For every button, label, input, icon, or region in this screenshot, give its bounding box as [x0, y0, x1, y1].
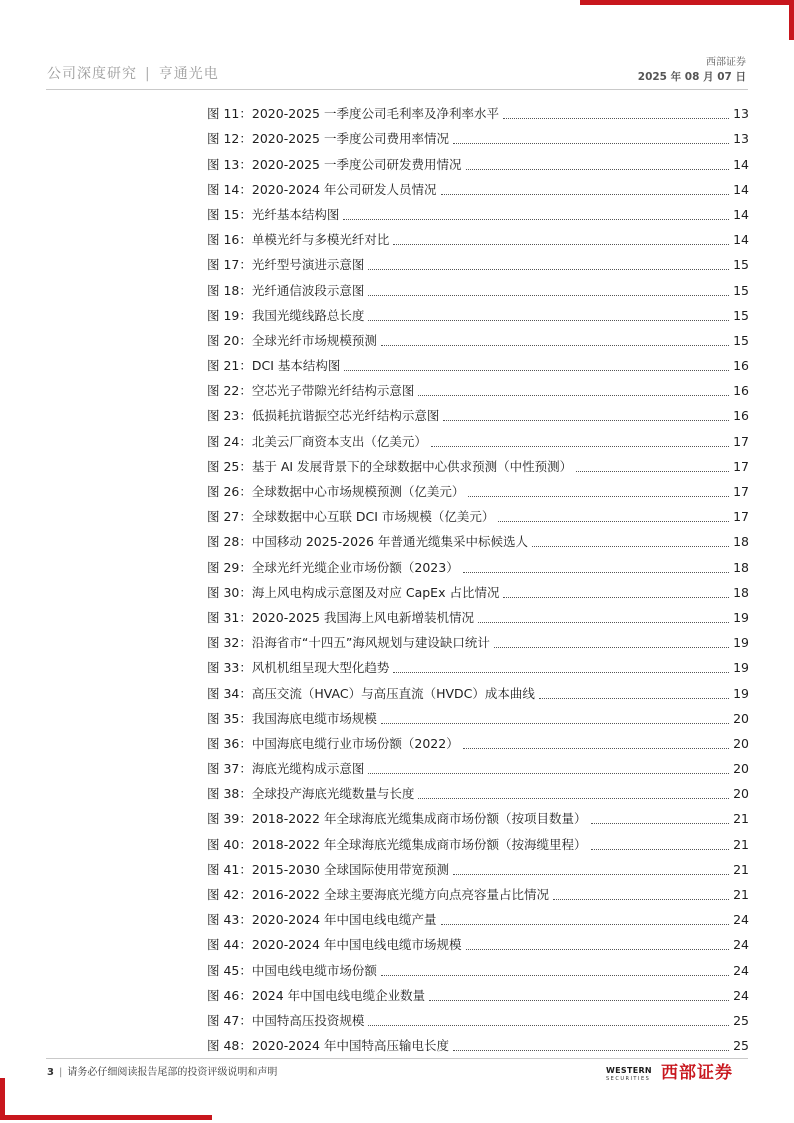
toc-entry-label: 图 47：中国特高压投资规模: [207, 1012, 365, 1028]
toc-entry-label: 图 39：2018-2022 年全球海底光缆集成商市场份额（按项目数量）: [207, 811, 587, 827]
footer: [47, 1063, 277, 1078]
toc-entry-label: 图 16：单模光纤与多模光纤对比: [207, 232, 390, 248]
toc-entry[interactable]: [207, 1029, 749, 1054]
toc-leader-dots: [466, 168, 730, 170]
toc-leader-dots: [453, 1049, 729, 1051]
toc-leader-dots: [591, 848, 730, 850]
toc-entry-label: 图 43：2020-2024 年中国电线电缆产量: [207, 912, 437, 928]
toc-leader-dots: [468, 495, 729, 497]
header-meta: [638, 56, 746, 85]
decorative-top-bracket: [580, 0, 794, 6]
toc-entry-page: 21: [733, 887, 749, 902]
toc-entry-page: 24: [733, 987, 749, 1003]
toc-leader-dots: [381, 722, 729, 724]
toc-leader-dots: [532, 545, 729, 547]
toc-entry-page: 20: [733, 761, 749, 777]
toc-entry-label: 图 26：全球数据中心市场规模预测（亿美元）: [207, 484, 465, 499]
toc-entry-label: 图 45：中国电线电缆市场份额: [207, 962, 377, 978]
toc-entry[interactable]: [207, 399, 749, 424]
toc-entry[interactable]: [207, 198, 749, 223]
toc-entry[interactable]: [207, 550, 749, 575]
toc-entry-page: 18: [733, 534, 749, 550]
toc-entry-page: 16: [733, 358, 749, 374]
header-divider: [46, 89, 748, 90]
toc-entry-page: 24: [733, 962, 749, 978]
toc-leader-dots: [453, 873, 729, 875]
toc-entry-label: 图 24：北美云厂商资本支出（亿美元）: [207, 433, 427, 449]
figure-list: [207, 97, 749, 1054]
toc-leader-dots: [343, 218, 729, 220]
toc-entry[interactable]: [207, 802, 749, 827]
toc-entry[interactable]: [207, 903, 749, 928]
toc-entry-label: 图 35：我国海底电缆市场规模: [207, 710, 377, 726]
toc-entry[interactable]: [207, 626, 749, 651]
toc-entry[interactable]: [207, 702, 749, 727]
toc-entry-label: 图 38：全球投产海底光缆数量与长度: [207, 786, 415, 802]
toc-leader-dots: [443, 419, 729, 421]
toc-entry[interactable]: [207, 122, 749, 147]
toc-leader-dots: [418, 394, 729, 396]
decorative-top-bracket-side: [789, 0, 794, 40]
toc-entry[interactable]: [207, 676, 749, 701]
toc-entry[interactable]: [207, 450, 749, 475]
toc-entry[interactable]: [207, 424, 749, 449]
toc-entry[interactable]: [207, 97, 749, 122]
toc-entry-label: 图 11：2020-2025 一季度公司毛利率及净利率水平: [207, 106, 499, 122]
toc-leader-dots: [453, 142, 729, 144]
toc-entry[interactable]: [207, 928, 749, 953]
toc-entry[interactable]: [207, 576, 749, 601]
toc-entry-label: 图 33：风机机组呈现大型化趋势: [207, 660, 390, 676]
toc-entry-page: 16: [733, 383, 749, 399]
toc-entry[interactable]: [207, 147, 749, 172]
toc-leader-dots: [463, 747, 729, 749]
toc-entry-page: 17: [733, 484, 749, 499]
report-type: 公司深度研究: [47, 66, 137, 82]
toc-entry-page: 17: [733, 458, 749, 474]
toc-leader-dots: [393, 243, 729, 245]
toc-entry-page: 15: [733, 257, 749, 273]
toc-entry-page: 24: [733, 937, 749, 953]
toc-entry-label: 图 22：空芯光子带隙光纤结构示意图: [207, 383, 415, 399]
toc-entry[interactable]: [207, 651, 749, 676]
toc-entry-page: 15: [733, 332, 749, 348]
toc-entry-label: 图 34：高压交流（HVAC）与高压直流（HVDC）成本曲线: [207, 685, 535, 701]
toc-entry[interactable]: [207, 500, 749, 525]
toc-entry-page: 13: [733, 131, 749, 147]
toc-entry-label: 图 48：2020-2024 年中国特高压输电长度: [207, 1038, 449, 1054]
report-date: 2025 年 08 月 07 日: [637, 71, 746, 83]
toc-entry[interactable]: [207, 953, 749, 978]
toc-entry-label: 图 25：基于 AI 发展背景下的全球数据中心供求预测（中性预测）: [207, 458, 573, 474]
toc-leader-dots: [553, 898, 729, 900]
toc-entry-label: 图 27：全球数据中心互联 DCI 市场规模（亿美元）: [207, 509, 495, 525]
toc-entry[interactable]: [207, 1004, 749, 1029]
toc-leader-dots: [368, 294, 729, 296]
toc-entry-page: 20: [733, 735, 749, 751]
report-header: [47, 63, 219, 83]
toc-entry-label: 图 31：2020-2025 我国海上风电新增装机情况: [207, 609, 474, 625]
toc-entry[interactable]: [207, 979, 749, 1004]
toc-leader-dots: [431, 445, 729, 447]
logo-english: [606, 1066, 652, 1084]
toc-entry-label: 图 14：2020-2024 年公司研发人员情况: [207, 181, 437, 197]
toc-entry[interactable]: [207, 324, 749, 349]
logo-english-main: WESTERN: [606, 1066, 652, 1075]
toc-leader-dots: [441, 923, 730, 925]
toc-entry-label: 图 23：低损耗抗谐振空芯光纤结构示意图: [207, 408, 440, 424]
toc-entry-page: 19: [733, 635, 749, 651]
toc-leader-dots: [429, 999, 729, 1001]
toc-entry[interactable]: [207, 601, 749, 626]
toc-entry-page: 25: [733, 1012, 749, 1028]
toc-entry-page: 15: [733, 307, 749, 323]
toc-leader-dots: [381, 344, 729, 346]
toc-leader-dots: [381, 974, 729, 976]
toc-leader-dots: [591, 822, 730, 824]
toc-entry[interactable]: [207, 777, 749, 802]
toc-entry-page: 17: [733, 509, 749, 525]
toc-entry-page: 17: [733, 433, 749, 449]
toc-entry-label: 图 15：光纤基本结构图: [207, 206, 340, 222]
page-number: 3: [47, 1067, 54, 1078]
toc-leader-dots: [576, 470, 729, 472]
toc-entry-page: 18: [733, 584, 749, 600]
footer-divider: [46, 1058, 748, 1059]
logo-english-sub: SECURITIES: [606, 1076, 651, 1082]
toc-entry[interactable]: [207, 727, 749, 752]
toc-entry-page: 14: [733, 206, 749, 222]
decorative-bottom-bracket-side: [0, 1078, 5, 1120]
toc-entry-label: 图 29：全球光纤光缆企业市场份额（2023）: [207, 559, 459, 575]
toc-leader-dots: [503, 117, 729, 119]
toc-entry-label: 图 46：2024 年中国电线电缆企业数量: [207, 987, 426, 1003]
toc-entry-label: 图 32：沿海省市“十四五”海风规划与建设缺口统计: [207, 635, 490, 651]
toc-entry[interactable]: [207, 878, 749, 903]
toc-entry-label: 图 37：海底光缆构成示意图: [207, 761, 365, 777]
toc-leader-dots: [418, 797, 729, 799]
toc-entry-page: 24: [733, 912, 749, 928]
toc-entry[interactable]: [207, 248, 749, 273]
toc-leader-dots: [368, 319, 729, 321]
toc-entry[interactable]: [207, 223, 749, 248]
toc-entry-page: 16: [733, 408, 749, 424]
toc-leader-dots: [503, 596, 729, 598]
toc-entry-label: 图 18：光纤通信波段示意图: [207, 282, 365, 298]
toc-leader-dots: [441, 193, 730, 195]
toc-entry-label: 图 42：2016-2022 全球主要海底光缆方向点亮容量占比情况: [207, 887, 549, 902]
toc-leader-dots: [368, 268, 729, 270]
toc-entry[interactable]: [207, 349, 749, 374]
toc-leader-dots: [478, 621, 729, 623]
toc-entry-label: 图 28：中国移动 2025-2026 年普通光缆集采中标候选人: [207, 534, 528, 550]
toc-entry-label: 图 17：光纤型号演进示意图: [207, 257, 365, 273]
toc-leader-dots: [463, 571, 729, 573]
toc-entry-label: 图 44：2020-2024 年中国电线电缆市场规模: [207, 937, 462, 953]
toc-entry-page: 19: [733, 660, 749, 676]
toc-entry-page: 14: [733, 181, 749, 197]
toc-entry-label: 图 20：全球光纤市场规模预测: [207, 332, 377, 348]
toc-entry-label: 图 12：2020-2025 一季度公司费用率情况: [207, 131, 449, 147]
disclaimer: 请务必仔细阅读报告尾部的投资评级说明和声明: [67, 1067, 278, 1078]
toc-entry-page: 21: [733, 861, 749, 877]
toc-entry-label: 图 36：中国海底电缆行业市场份额（2022）: [207, 735, 459, 751]
toc-entry[interactable]: [207, 299, 749, 324]
toc-leader-dots: [368, 772, 729, 774]
toc-entry[interactable]: [207, 525, 749, 550]
toc-entry[interactable]: [207, 853, 749, 878]
toc-entry-page: 19: [733, 609, 749, 625]
toc-leader-dots: [393, 671, 729, 673]
header-separator: |: [145, 66, 151, 82]
toc-entry-label: 图 40：2018-2022 年全球海底光缆集成商市场份额（按海缆里程）: [207, 836, 587, 852]
toc-leader-dots: [344, 369, 729, 371]
toc-leader-dots: [498, 520, 729, 522]
company-name: 亨通光电: [158, 66, 219, 82]
toc-entry-page: 15: [733, 282, 749, 298]
toc-leader-dots: [466, 948, 730, 950]
toc-entry-page: 19: [733, 685, 749, 701]
toc-entry-label: 图 19：我国光缆线路总长度: [207, 307, 365, 323]
toc-entry[interactable]: [207, 374, 749, 399]
toc-entry-page: 13: [733, 106, 749, 122]
toc-entry-page: 21: [733, 811, 749, 827]
toc-entry[interactable]: [207, 752, 749, 777]
toc-entry-page: 14: [733, 156, 749, 172]
toc-entry[interactable]: [207, 827, 749, 852]
footer-separator: |: [58, 1067, 63, 1078]
toc-entry-label: 图 41：2015-2030 全球国际使用带宽预测: [207, 861, 449, 877]
toc-entry[interactable]: [207, 173, 749, 198]
broker-name: 西部证券: [706, 57, 746, 68]
toc-entry-label: 图 30：海上风电构成示意图及对应 CapEx 占比情况: [207, 584, 500, 600]
broker-logo: [606, 1062, 748, 1086]
toc-entry-label: 图 13：2020-2025 一季度公司研发费用情况: [207, 156, 462, 172]
toc-entry[interactable]: [207, 273, 749, 298]
toc-leader-dots: [368, 1024, 729, 1026]
toc-entry-page: 20: [733, 786, 749, 802]
toc-entry[interactable]: [207, 475, 749, 500]
toc-leader-dots: [539, 697, 729, 699]
toc-entry-label: 图 21：DCI 基本结构图: [207, 358, 341, 374]
logo-chinese: 西部证券: [661, 1063, 733, 1083]
toc-entry-page: 20: [733, 710, 749, 726]
toc-entry-page: 25: [733, 1038, 749, 1054]
decorative-bottom-bracket: [0, 1115, 212, 1120]
toc-leader-dots: [494, 646, 729, 648]
toc-entry-page: 18: [733, 559, 749, 575]
toc-entry-page: 21: [733, 836, 749, 852]
toc-entry-page: 14: [733, 232, 749, 248]
